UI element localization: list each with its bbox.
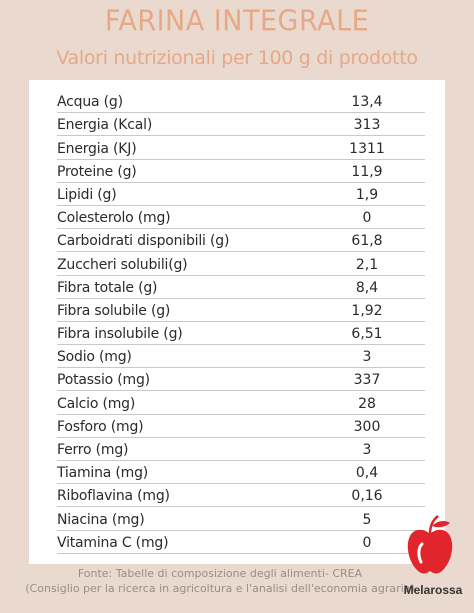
apple-icon xyxy=(400,512,460,582)
nutrient-name: Tiamina (mg) xyxy=(57,465,149,482)
nutrient-value: 28 xyxy=(358,395,376,412)
table-row xyxy=(57,206,425,229)
nutrient-value: 11,9 xyxy=(351,163,383,180)
nutrient-name: Calcio (mg) xyxy=(57,395,136,412)
nutrition-table-panel xyxy=(29,80,445,564)
logo-text: Melarossa xyxy=(403,583,463,597)
table-row xyxy=(57,368,425,391)
table-row xyxy=(57,229,425,252)
table-row xyxy=(57,252,425,275)
nutrient-value: 337 xyxy=(353,372,381,389)
nutrient-value: 1,92 xyxy=(351,302,383,319)
table-row xyxy=(57,136,425,159)
table-row xyxy=(57,276,425,299)
nutrient-value: 3 xyxy=(362,349,372,366)
nutrient-name: Riboflavina (mg) xyxy=(57,488,170,505)
nutrient-value: 3 xyxy=(362,442,372,458)
table-row xyxy=(57,438,425,461)
table-row xyxy=(57,160,425,183)
table-row xyxy=(57,113,425,136)
nutrient-name: Ferro (mg) xyxy=(57,442,129,458)
table-row xyxy=(57,90,425,113)
nutrient-value: 313 xyxy=(353,117,381,134)
table-row xyxy=(57,415,425,438)
table-row xyxy=(57,531,425,554)
nutrient-name: Fibra solubile (g) xyxy=(57,302,171,319)
table-row xyxy=(57,507,425,530)
nutrient-name: Zuccheri solubili(g) xyxy=(57,256,188,273)
nutrient-value: 8,4 xyxy=(355,279,379,296)
nutrient-name: Potassio (mg) xyxy=(57,372,150,389)
nutrient-name: Vitamina C (mg) xyxy=(57,534,169,551)
nutrient-name: Fibra insolubile (g) xyxy=(57,326,183,343)
source-line-1: Fonte: Tabelle di composizione degli alimenti- CREA xyxy=(77,567,363,580)
nutrient-name: Fosforo (mg) xyxy=(57,418,144,435)
nutrient-name: Carboidrati disponibili (g) xyxy=(57,233,230,250)
nutrient-name: Acqua (g) xyxy=(57,94,123,111)
nutrient-name: Sodio (mg) xyxy=(57,349,132,366)
nutrient-value: 61,8 xyxy=(351,233,383,250)
table-row xyxy=(57,391,425,414)
nutrient-name: Energia (Kcal) xyxy=(57,117,153,134)
nutrition-table xyxy=(57,90,425,554)
nutrient-value: 5 xyxy=(362,511,372,528)
nutrient-value: 0,4 xyxy=(355,465,379,482)
nutrient-value: 300 xyxy=(353,418,381,435)
page-title: FARINA INTEGRALE xyxy=(104,5,370,38)
table-row xyxy=(57,345,425,368)
nutrient-name: Proteine (g) xyxy=(57,163,137,180)
nutrient-value: 13,4 xyxy=(351,94,383,111)
nutrient-name: Fibra totale (g) xyxy=(57,279,158,296)
source-note xyxy=(0,566,440,596)
source-line-2: (Consiglio per la ricerca in agricoltura e l'analisi dell'economia agraria) xyxy=(25,582,415,595)
nutrient-value: 1311 xyxy=(349,140,385,157)
nutrient-value: 1,9 xyxy=(355,186,379,203)
nutrient-name: Energia (KJ) xyxy=(57,140,137,157)
table-row xyxy=(57,484,425,507)
table-row xyxy=(57,183,425,206)
nutrient-value: 0,16 xyxy=(351,488,383,505)
table-row xyxy=(57,461,425,484)
nutrient-value: 0 xyxy=(362,534,372,551)
nutrient-name: Niacina (mg) xyxy=(57,511,145,528)
nutrient-name: Colesterolo (mg) xyxy=(57,210,171,227)
nutrient-name: Lipidi (g) xyxy=(57,186,117,203)
table-row xyxy=(57,322,425,345)
nutrient-value: 2,1 xyxy=(355,256,379,273)
table-row xyxy=(57,299,425,322)
nutrient-value: 0 xyxy=(362,210,372,227)
page-subtitle: Valori nutrizionali per 100 g di prodotto xyxy=(56,47,418,69)
nutrient-value: 6,51 xyxy=(351,326,383,343)
